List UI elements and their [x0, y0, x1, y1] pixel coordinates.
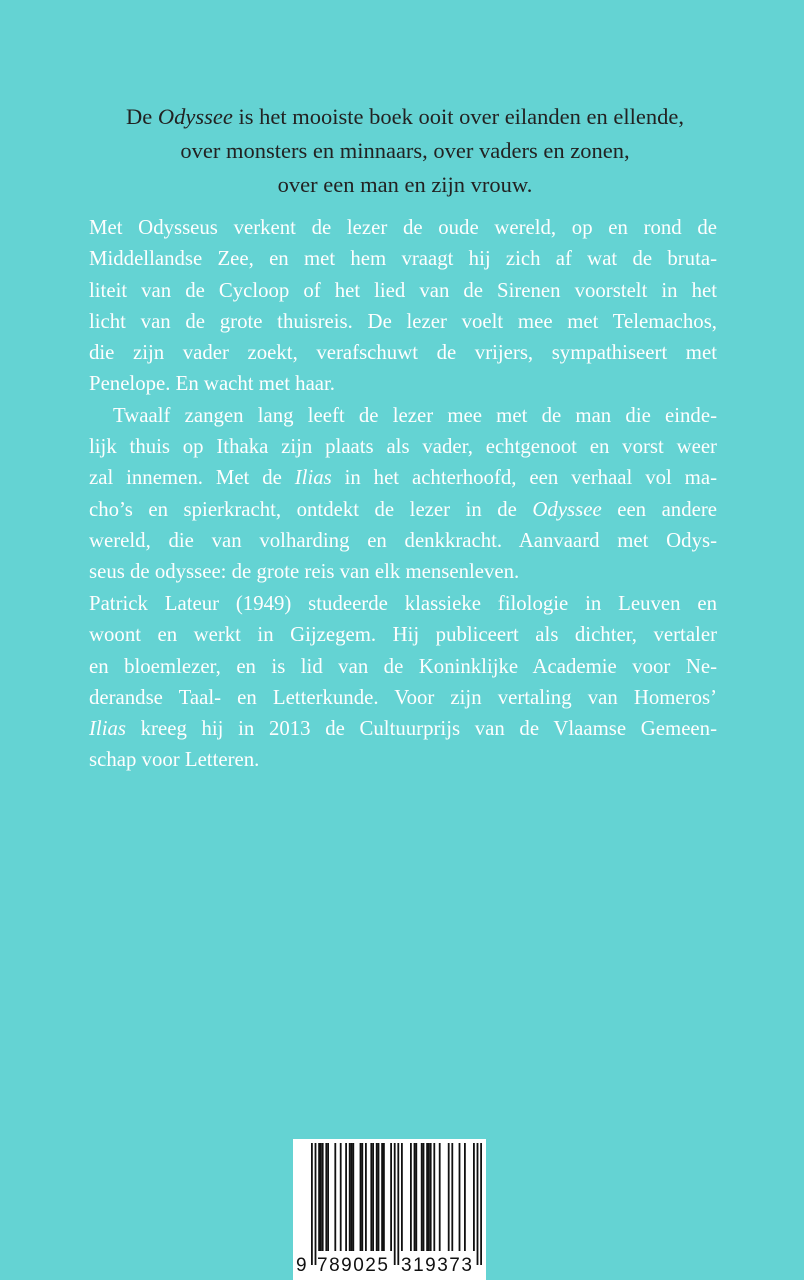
body-line: wereld, die van volharding en denkkracht. Aanvaard met Odys- — [89, 528, 717, 552]
barcode-bar — [381, 1143, 383, 1251]
barcode-bar — [433, 1143, 435, 1251]
barcode-bar — [390, 1143, 392, 1251]
intro-blurb — [100, 100, 710, 202]
barcode-bar — [426, 1143, 428, 1251]
title-ilias: Ilias — [294, 466, 332, 490]
barcode-bar — [394, 1143, 396, 1265]
barcode-bar — [376, 1143, 378, 1251]
barcode-bar — [370, 1143, 372, 1251]
body-line-post: in het achterhoofd, een verhaal vol ma- — [331, 466, 717, 490]
barcode-bar — [480, 1143, 482, 1265]
barcode-bar — [351, 1143, 353, 1251]
barcode-bar — [477, 1143, 479, 1265]
barcode-bar — [459, 1143, 461, 1251]
barcode-bar — [340, 1143, 342, 1251]
title-ilias: Ilias — [89, 717, 126, 741]
bio-line: en bloemlezer, en is lid van de Koninklijke Academie voor Ne- — [89, 654, 717, 678]
barcode-bar — [327, 1143, 329, 1251]
bio-line — [89, 713, 717, 744]
barcode-bar — [325, 1143, 327, 1251]
bio-line: woont en werkt in Gijzegem. Hij publiceert als dichter, vertaler — [89, 623, 717, 647]
barcode-bar — [430, 1143, 432, 1251]
body-line: liteit van de Cycloop of het lied van de Sirenen voorstelt in het — [89, 278, 717, 302]
barcode-bar — [473, 1143, 475, 1251]
body-line: Middellandse Zee, en met hem vraagt hij zich af wat de bruta- — [89, 247, 717, 271]
barcode-bar — [428, 1143, 430, 1251]
barcode-digit-first: 9 — [296, 1255, 307, 1276]
body-line: licht van de grote thuisreis. De lezer voelt mee met Telemachos, — [89, 309, 717, 333]
barcode-bar — [421, 1143, 423, 1251]
intro-title-odyssee: Odyssee — [157, 104, 233, 129]
barcode-digits-left: 789025 — [317, 1255, 390, 1276]
description-paragraph — [89, 212, 717, 588]
barcode-bar — [383, 1143, 385, 1251]
intro-line-2: over monsters en minnaars, over vaders en zonen, — [180, 138, 630, 163]
barcode-bar — [448, 1143, 450, 1251]
barcode-bar — [322, 1143, 324, 1251]
body-line: lijk thuis op Ithaka zijn plaats als vader, echtgenoot en vorst weer — [89, 435, 717, 459]
body-line: die zijn vader zoekt, verafschuwt de vrijers, sympathiseert met — [89, 341, 717, 365]
body-line — [89, 462, 717, 493]
body-line-pre: cho’s en spierkracht, ontdekt de lezer in de — [89, 497, 533, 521]
barcode-bar — [360, 1143, 362, 1251]
title-odyssee: Odyssee — [532, 497, 602, 521]
intro-line-1-post: is het mooiste boek ooit over eilanden en ellende, — [232, 104, 684, 129]
barcode-bar — [320, 1143, 322, 1251]
bio-line: derandse Taal- en Letterkunde. Voor zijn vertaling van Homeros’ — [89, 685, 717, 709]
author-bio-paragraph — [89, 588, 717, 776]
barcode-bar — [464, 1143, 466, 1251]
barcode-digits-right: 319373 — [401, 1255, 474, 1276]
body-line: seus de odyssee: de grote reis van elk mensenleven. — [89, 560, 520, 584]
body-line: Penelope. En wacht met haar. — [89, 372, 336, 396]
bio-line-post: kreeg hij in 2013 de Cultuurprijs van de Vlaamse Gemeen- — [125, 717, 717, 741]
body-line-pre: zal innemen. Met de — [89, 466, 295, 490]
bio-line: Patrick Lateur (1949) studeerde klassieke filologie in Leuven en — [89, 592, 717, 615]
body-line: Met Odysseus verkent de lezer de oude wereld, op en rond de — [89, 216, 717, 239]
body-line — [89, 494, 717, 525]
barcode-bar — [311, 1143, 313, 1265]
body-line: Twaalf zangen lang leeft de lezer mee met de man die einde- — [113, 403, 717, 427]
barcode-bar — [397, 1143, 399, 1265]
barcode-bar — [318, 1143, 320, 1251]
barcode-bar — [451, 1143, 453, 1251]
barcode-bar — [334, 1143, 336, 1251]
bio-line: schap voor Letteren. — [89, 748, 260, 772]
barcode-bar — [378, 1143, 380, 1251]
barcode-bar — [365, 1143, 367, 1251]
barcode-bar — [415, 1143, 417, 1251]
barcode-bar — [352, 1143, 354, 1251]
barcode-bar — [414, 1143, 416, 1251]
intro-line-3: over een man en zijn vrouw. — [277, 172, 533, 197]
barcode-bar — [372, 1143, 374, 1251]
barcode-bar — [315, 1143, 317, 1265]
barcode-bar — [345, 1143, 347, 1251]
barcode-bar — [423, 1143, 425, 1251]
barcode-bar — [439, 1143, 441, 1251]
isbn-barcode — [293, 1139, 486, 1280]
body-line-post: een andere — [601, 497, 717, 521]
barcode-bar — [349, 1143, 351, 1251]
intro-line-1 — [100, 100, 710, 134]
barcode-bar — [361, 1143, 363, 1251]
barcode-bar — [401, 1143, 403, 1251]
intro-line-1-pre: De — [126, 104, 158, 129]
barcode-bar — [410, 1143, 412, 1251]
